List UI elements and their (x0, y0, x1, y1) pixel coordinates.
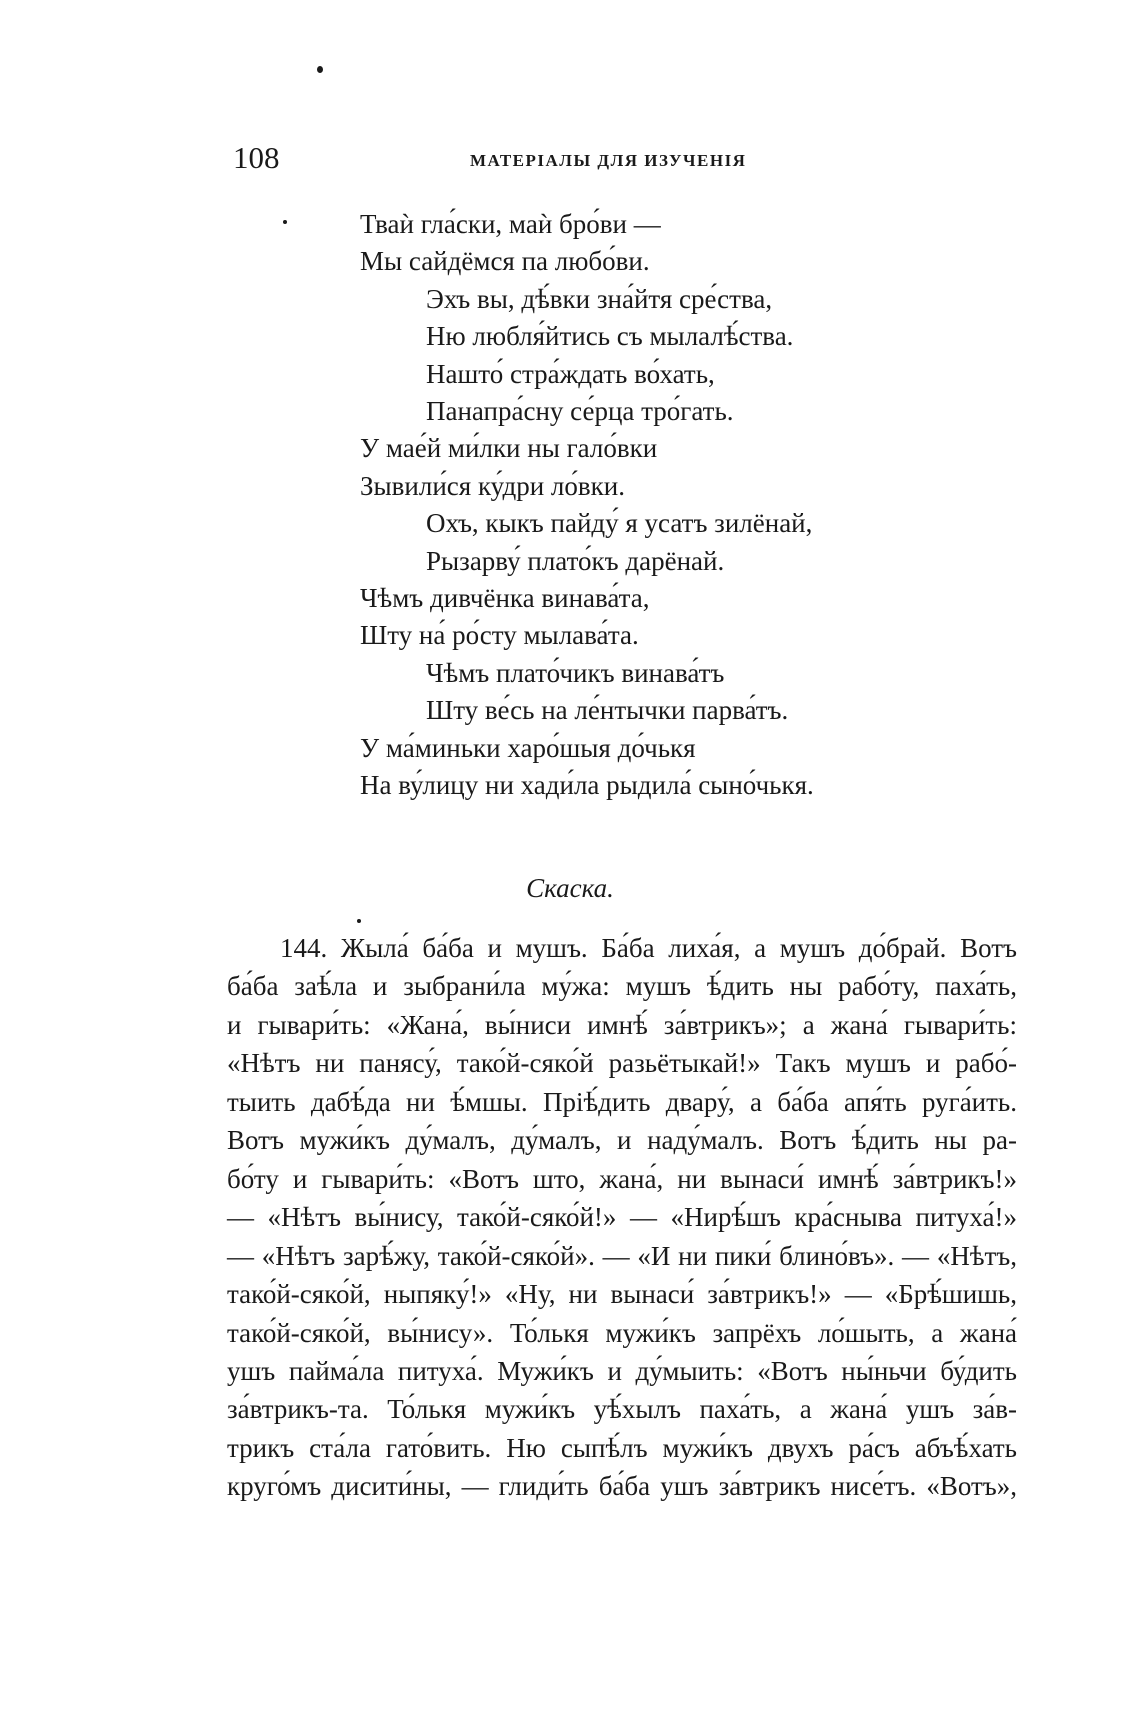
prose-line: бо́ту и гывари́ть: «Вотъ што, жана́, ни вынаси́ имнѣ́ за́втрикъ!» (227, 1163, 1017, 1194)
prose-line: тако́й-сяко́й, ныпяку́!» «Ну, ни вынаси́ за́втрикъ!» — «Брѣ́шишь, (227, 1279, 1017, 1310)
verse-line: Мы сайдёмся па любо́ви. (360, 246, 650, 277)
verse-line: Рызарву́ плато́къ дарёнай. (426, 545, 725, 576)
verse-line: Ню любля́йтись съ мылалѣ́ства. (426, 321, 794, 352)
verse-line: Охъ, кыкъ пайду́ я усатъ зилёнай, (426, 508, 813, 539)
prose-line: тако́й-сяко́й, вы́нису». То́лькя мужи́къ запрёхъ ло́шыть, а жана́ (227, 1317, 1017, 1348)
verse-line: Эхъ вы, дѣ́вки зна́йтя сре́ства, (426, 283, 773, 314)
verse-line: У ма́миньки харо́шыя до́чькя (360, 732, 696, 763)
verse-line: Зывили́ся ку́дри ло́вки. (360, 470, 625, 501)
verse-line: Шту на́ ро́сту мылава́та. (360, 620, 639, 651)
verse-block (360, 206, 960, 805)
page-number: 108 (233, 140, 280, 175)
prose-line: 144. Жыла́ ба́ба и мушъ. Ба́ба лиха́я, а мушъ до́брай. Вотъ (280, 933, 1017, 963)
prose-line: — «Нѣтъ вы́нису, тако́й-сяко́й!» — «Нирѣ́шъ кра́сныва питуха́!» (227, 1202, 1017, 1233)
verse-line: Нашто́ стра́ждать во́хать, (426, 358, 715, 389)
verse-line: Чѣмъ дивчёнка винава́та, (360, 583, 650, 614)
prose-paragraph (227, 929, 1017, 1506)
prose-line: трикъ ста́ла гато́вить. Ню сыпѣ́лъ мужи́къ двухъ ра́съ абъѣ́хать (227, 1432, 1017, 1463)
verse-line: Тваѝ гла́ски, маѝ бро́ви — (360, 209, 661, 239)
prose-line: круго́мъ дисити́ны, — глиди́ть ба́ба ушъ за́втрикъ нисе́тъ. «Вотъ», (227, 1471, 1017, 1502)
prose-line: ушъ пайма́ла питуха́. Мужи́къ и ду́мыить: «Вотъ ны́ньчи бу́дить (227, 1355, 1017, 1386)
verse-line: У мае́й ми́лки ны гало́вки (360, 433, 658, 464)
verse-line: Панапра́сну се́рца тро́гать. (426, 396, 734, 427)
verse-line: Чѣмъ плато́чикъ винава́тъ (426, 657, 725, 688)
verse-line: Шту ве́сь на ле́нтычки парва́тъ. (426, 695, 789, 726)
speck-verse-left (283, 220, 287, 224)
prose-line: и гывари́ть: «Жана́, вы́ниси имнѣ́ за́втрикъ»; а жана́ гывари́ть: (227, 1009, 1017, 1040)
running-title: МАТЕРІАЛЫ ДЛЯ ИЗУЧЕНІЯ (470, 151, 747, 170)
prose-line: «Нѣтъ ни панясу́, тако́й-сяко́й разьётыкай!» Такъ мушъ и рабо́- (227, 1048, 1017, 1079)
prose-line: — «Нѣтъ зарѣ́жу, тако́й-сяко́й». — «И ни пики́ блино́въ». — «Нѣтъ, (227, 1240, 1017, 1271)
prose-line: Вотъ мужи́къ ду́малъ, ду́малъ, и наду́малъ. Вотъ ѣ́дить ны ра- (227, 1125, 1017, 1156)
speck-title (357, 919, 361, 923)
section-title: Скаска. (526, 873, 614, 903)
verse-line: На ву́лицу ни хади́ла рыдила́ сыно́чькя. (360, 770, 814, 801)
prose-line: тыить дабѣ́да ни ѣ́мшы. Пріѣ́дить двару́, а ба́ба апя́ть руга́ить. (227, 1086, 1017, 1117)
speck-top (317, 66, 323, 73)
prose-line: ба́ба заѣ́ла и зыбрани́ла му́жа: мушъ ѣ́дить ны рабо́ту, паха́ть, (227, 971, 1017, 1002)
prose-line: за́втрикъ-та. То́лькя мужи́къ уѣ́хылъ паха́ть, а жана́ ушъ за́в- (227, 1394, 1017, 1425)
